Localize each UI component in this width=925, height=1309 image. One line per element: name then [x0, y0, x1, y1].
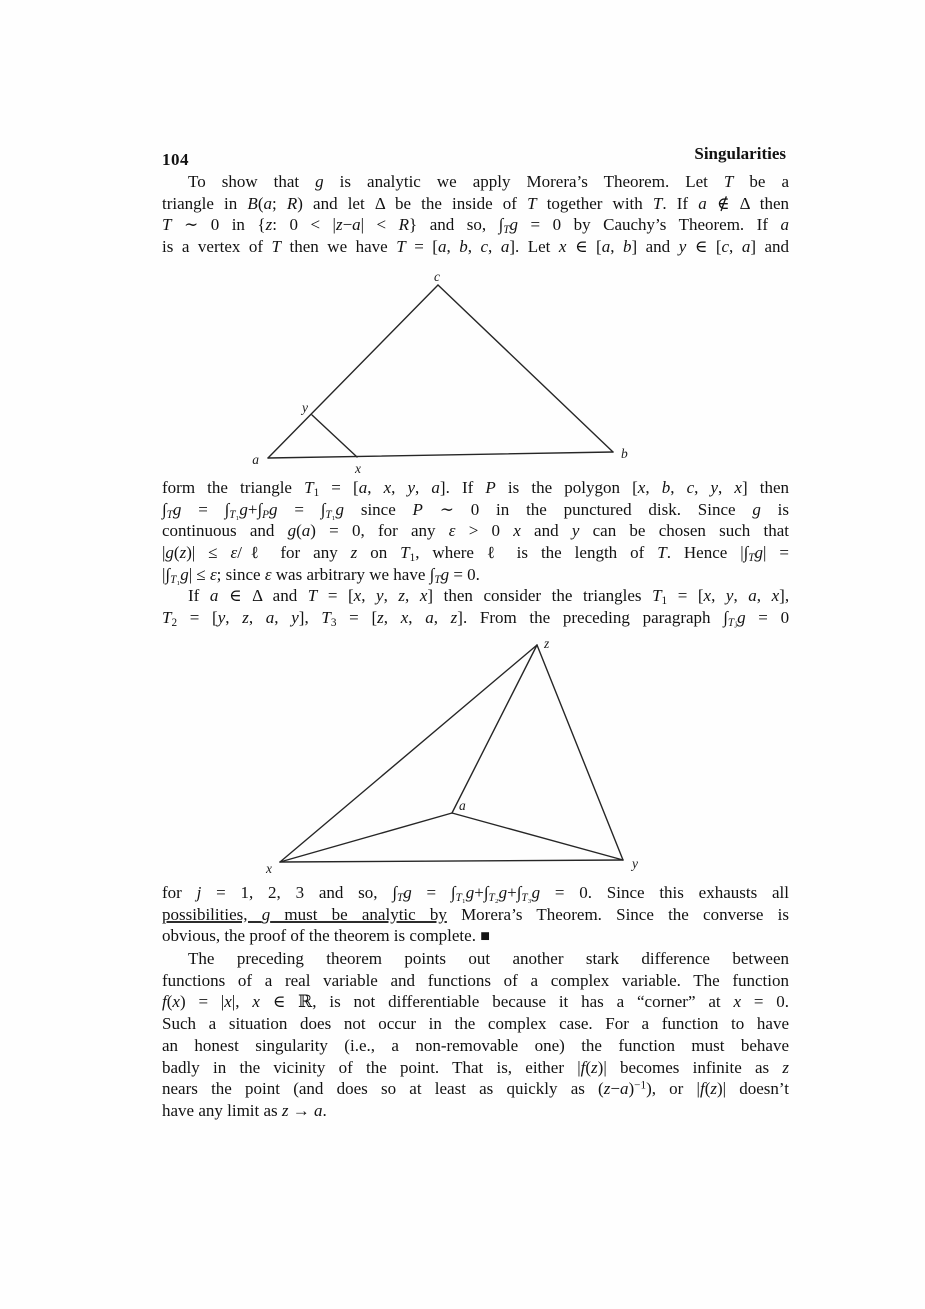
vertex-label-b: b: [621, 446, 628, 461]
text-line: Such a situation does not occur in the complex case. For a function to have: [162, 1014, 789, 1034]
figure-triangle-xyz: [162, 638, 789, 880]
text-line: $|\int_{T_1}g| \le \varepsilon$; since ε was arbitrary we have $\int_Tg = 0$.: [162, 564, 480, 586]
text-line: possibilities, g must be analytic by Morera’s Theorem. Since the converse is: [162, 904, 789, 924]
text-line: To show that g is analytic we apply Morera’s Theorem. Let T be a: [188, 172, 789, 191]
page-header: [162, 144, 789, 169]
text-line: have any limit as z → a.: [162, 1100, 327, 1120]
running-head: Singularities: [694, 144, 786, 163]
figure2-side-zy: [537, 645, 623, 860]
figure1-side-cb: [438, 285, 613, 452]
text-line: The preceding theorem points out another stark difference between: [188, 949, 789, 968]
paragraph-4: [162, 882, 789, 948]
text-line: |g(z)| ≤ ε/ℓ for any z on $T_1$, where ℓ is the length of T. Hence $|\int_Tg|$ =: [162, 543, 789, 565]
paragraph-3: [162, 585, 789, 628]
text-line: continuous and g(a) = 0, for any ε > 0 x and y can be chosen such that: [162, 521, 790, 541]
text-line: triangle in B(a; R) and let Δ be the inside of T together with T. If a ∉ Δ then: [162, 193, 789, 213]
vertex-label-y: y: [302, 400, 308, 415]
figure2-segment-ay: [452, 813, 623, 860]
figure2-segment-ax: [280, 813, 452, 862]
figure1-side-ac: [268, 285, 438, 458]
paragraph-1: [162, 171, 789, 258]
text-line: If a ∈ Δ and T = [x, y, z, x] then consider the triangles $T_1 = [x$, y, a, x],: [188, 586, 790, 608]
vertex-label-x: x: [266, 861, 272, 876]
text-line: obvious, the proof of the theorem is complete. ■: [162, 926, 490, 946]
vertex-label-a: a: [459, 798, 466, 813]
figure1-segment-yx: [312, 415, 357, 457]
text-line: an honest singularity (i.e., a non-removable one) the function must behave: [162, 1035, 789, 1055]
figure2-side-xz: [280, 645, 537, 862]
figure1-side-ab: [268, 452, 613, 458]
text-line: $\int_Tg = \int_{T_1}g+\int_Pg = \int_{T_1}g$ since P ∼ 0 in the punctured disk. Since g is: [162, 499, 789, 521]
vertex-label-c: c: [434, 270, 440, 284]
paragraph-5: [162, 948, 789, 1122]
text-line: form the triangle $T_1 = [a$, x, y, a]. If P is the polygon [x, b, c, y, x] then: [162, 478, 790, 500]
text-line: is a vertex of T then we have T = [a, b, c, a]. Let x ∈ [a, b] and y ∈ [c, a] and: [162, 237, 790, 257]
text-line: nears the point (and does so at least as quickly as $(z-a)^{-1}$), or |f(z)| doesn’t: [162, 1079, 789, 1099]
figure2-side-xy: [280, 860, 623, 862]
vertex-label-x: x: [355, 461, 361, 475]
text-line: T ∼ 0 in {z: 0 < |z−a| < R} and so, $\int_Tg = 0$ by Cauchy’s Theorem. If a: [162, 215, 790, 237]
paragraph-2: [162, 477, 789, 586]
text-line: functions of a real variable and functions of a complex variable. The function: [162, 970, 789, 990]
text-line: $T_2 = [y$, z, a, y], $T_3 = [z$, x, a, z]. From the preceding paragraph $\int_{Tⱼ}g = 0$: [162, 607, 790, 629]
vertex-label-y: y: [632, 856, 638, 871]
text-line: f(x) = |x|, x ∈ ℝ, is not differentiable because it has a “corner” at x = 0.: [162, 992, 790, 1012]
vertex-label-z: z: [544, 638, 550, 651]
text-line: badly in the vicinity of the point. That is, either |f(z)| becomes infinite as z: [162, 1057, 789, 1077]
text-line: for j = 1, 2, 3 and so, $\int_Tg = \int_{T_1}g+\int_{T_2}g+\int_{T_3}g = 0$. Since this exhausts all: [162, 883, 789, 905]
figure-triangle-abc: [162, 270, 789, 475]
figure2-segment-az: [452, 645, 537, 813]
page-number: 104: [162, 150, 189, 169]
vertex-label-a: a: [252, 452, 259, 467]
